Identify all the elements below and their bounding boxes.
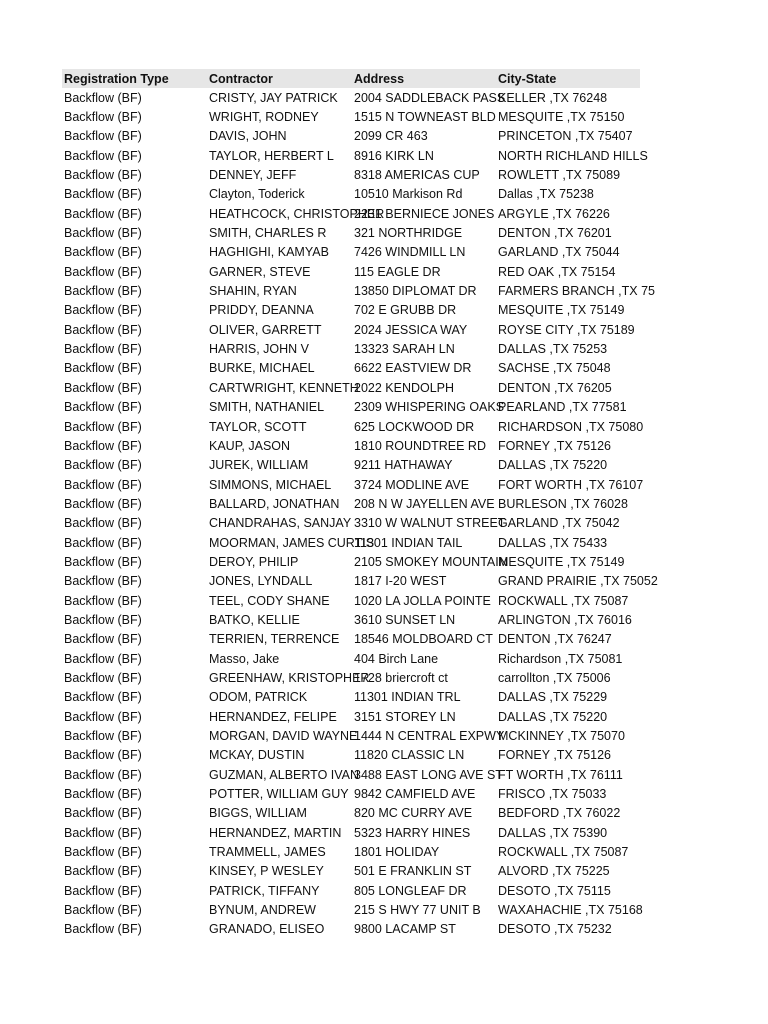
registration-type-cell: Backflow (BF) bbox=[64, 419, 142, 434]
contractor-cell: BIGGS, WILLIAM bbox=[209, 806, 307, 821]
registration-type-cell: Backflow (BF) bbox=[64, 651, 142, 666]
contractor-cell: DENNEY, JEFF bbox=[209, 168, 297, 183]
contractor-cell: BATKO, KELLIE bbox=[209, 612, 300, 627]
registration-type-cell: Backflow (BF) bbox=[64, 612, 142, 627]
address-cell: 702 E GRUBB DR bbox=[354, 303, 457, 318]
table-row bbox=[62, 107, 640, 126]
address-cell: 2231 BERNIECE JONES bbox=[354, 206, 495, 221]
registration-type-cell: Backflow (BF) bbox=[64, 90, 142, 105]
contractor-cell: SHAHIN, RYAN bbox=[209, 284, 297, 299]
address-cell: 625 LOCKWOOD DR bbox=[354, 419, 475, 434]
table-row bbox=[62, 649, 640, 668]
table-row bbox=[62, 494, 640, 513]
address-cell: 215 S HWY 77 UNIT B bbox=[354, 903, 481, 918]
address-cell: 9211 HATHAWAY bbox=[354, 458, 453, 473]
city-state-cell: FORT WORTH ,TX 76107 bbox=[498, 477, 644, 492]
contractor-cell: PATRICK, TIFFANY bbox=[209, 883, 320, 898]
registration-type-cell: Backflow (BF) bbox=[64, 226, 142, 241]
table-row bbox=[62, 784, 640, 803]
contractor-cell: CHANDRAHAS, SANJAY bbox=[209, 516, 352, 531]
contractor-cell: BURKE, MICHAEL bbox=[209, 361, 315, 376]
city-state-cell: DENTON ,TX 76201 bbox=[498, 226, 612, 241]
city-state-cell: GARLAND ,TX 75042 bbox=[498, 516, 620, 531]
address-cell: 2022 KENDOLPH bbox=[354, 380, 455, 395]
city-state-cell: FORNEY ,TX 75126 bbox=[498, 438, 612, 453]
address-cell: 1810 ROUNDTREE RD bbox=[354, 438, 486, 453]
table-row bbox=[62, 339, 640, 358]
city-state-cell: DENTON ,TX 76247 bbox=[498, 632, 612, 647]
table-row bbox=[62, 223, 640, 242]
registration-type-cell: Backflow (BF) bbox=[64, 361, 142, 376]
table-row bbox=[62, 746, 640, 765]
registration-type-cell: Backflow (BF) bbox=[64, 922, 142, 937]
address-cell: 9842 CAMFIELD AVE bbox=[354, 787, 476, 802]
address-cell: 18546 MOLDBOARD CT bbox=[354, 632, 493, 647]
registration-type-cell: Backflow (BF) bbox=[64, 535, 142, 550]
city-state-cell: ALVORD ,TX 75225 bbox=[498, 864, 610, 879]
contractor-cell: MOORMAN, JAMES CURTIS bbox=[209, 535, 375, 550]
city-state-cell: DALLAS ,TX 75220 bbox=[498, 709, 608, 724]
header-row bbox=[62, 69, 640, 88]
registration-type-cell: Backflow (BF) bbox=[64, 148, 142, 163]
registration-type-cell: Backflow (BF) bbox=[64, 729, 142, 744]
registration-type-cell: Backflow (BF) bbox=[64, 767, 142, 782]
contractor-cell: GRANADO, ELISEO bbox=[209, 922, 325, 937]
address-cell: 1515 N TOWNEAST BLD bbox=[354, 110, 496, 125]
table-row bbox=[62, 204, 640, 223]
registration-type-cell: Backflow (BF) bbox=[64, 264, 142, 279]
table-row bbox=[62, 185, 640, 204]
city-state-cell: MESQUITE ,TX 75149 bbox=[498, 303, 625, 318]
contractor-cell: KINSEY, P WESLEY bbox=[209, 864, 324, 879]
address-cell: 501 E FRANKLIN ST bbox=[354, 864, 472, 879]
contractor-cell: MCKAY, DUSTIN bbox=[209, 748, 305, 763]
table-row bbox=[62, 88, 640, 107]
table-row bbox=[62, 146, 640, 165]
address-cell: 2024 JESSICA WAY bbox=[354, 322, 468, 337]
city-state-cell: ARLINGTON ,TX 76016 bbox=[498, 612, 632, 627]
contractor-cell: HARRIS, JOHN V bbox=[209, 342, 310, 357]
city-state-cell: RICHARDSON ,TX 75080 bbox=[498, 419, 644, 434]
registration-type-cell: Backflow (BF) bbox=[64, 322, 142, 337]
contractor-cell: CRISTY, JAY PATRICK bbox=[209, 90, 338, 105]
contractor-cell: TAYLOR, SCOTT bbox=[209, 419, 307, 434]
contractor-cell: GREENHAW, KRISTOPHER bbox=[209, 670, 370, 685]
registration-type-cell: Backflow (BF) bbox=[64, 168, 142, 183]
address-cell: 6622 EASTVIEW DR bbox=[354, 361, 472, 376]
city-state-cell: DALLAS ,TX 75433 bbox=[498, 535, 608, 550]
city-state-cell: KELLER ,TX 76248 bbox=[498, 90, 608, 105]
address-cell: 11301 INDIAN TAIL bbox=[354, 535, 463, 550]
table-row bbox=[62, 765, 640, 784]
contractor-cell: HERNANDEZ, MARTIN bbox=[209, 825, 342, 840]
registration-type-cell: Backflow (BF) bbox=[64, 477, 142, 492]
registration-type-cell: Backflow (BF) bbox=[64, 438, 142, 453]
address-cell: 1801 HOLIDAY bbox=[354, 845, 440, 860]
contractor-cell: GARNER, STEVE bbox=[209, 264, 311, 279]
table-row bbox=[62, 436, 640, 455]
table-row bbox=[62, 630, 640, 649]
city-state-cell: DALLAS ,TX 75229 bbox=[498, 690, 608, 705]
header-address: Address bbox=[354, 71, 405, 86]
address-cell: 404 Birch Lane bbox=[354, 651, 439, 666]
city-state-cell: carrollton ,TX 75006 bbox=[498, 670, 611, 685]
table-row bbox=[62, 900, 640, 919]
address-cell: 321 NORTHRIDGE bbox=[354, 226, 463, 241]
city-state-cell: ARGYLE ,TX 76226 bbox=[498, 206, 610, 221]
contractor-cell: KAUP, JASON bbox=[209, 438, 291, 453]
city-state-cell: FRISCO ,TX 75033 bbox=[498, 787, 607, 802]
table-row bbox=[62, 552, 640, 571]
table-row bbox=[62, 359, 640, 378]
contractor-cell: Masso, Jake bbox=[209, 651, 280, 666]
contractor-cell: WRIGHT, RODNEY bbox=[209, 110, 319, 125]
table-body bbox=[62, 88, 658, 939]
address-cell: 3724 MODLINE AVE bbox=[354, 477, 470, 492]
table-row bbox=[62, 378, 640, 397]
city-state-cell: PRINCETON ,TX 75407 bbox=[498, 129, 633, 144]
header-city-state: City-State bbox=[498, 71, 557, 86]
table-row bbox=[62, 804, 640, 823]
address-cell: 11301 INDIAN TRL bbox=[354, 690, 461, 705]
address-cell: 2099 CR 463 bbox=[354, 129, 428, 144]
registration-type-cell: Backflow (BF) bbox=[64, 825, 142, 840]
table-row bbox=[62, 320, 640, 339]
city-state-cell: Richardson ,TX 75081 bbox=[498, 651, 623, 666]
address-cell: 7426 WINDMILL LN bbox=[354, 245, 466, 260]
registration-type-cell: Backflow (BF) bbox=[64, 864, 142, 879]
table-row bbox=[62, 591, 640, 610]
city-state-cell: BURLESON ,TX 76028 bbox=[498, 496, 628, 511]
address-cell: 8318 AMERICAS CUP bbox=[354, 168, 480, 183]
city-state-cell: DESOTO ,TX 75232 bbox=[498, 922, 612, 937]
address-cell: 2309 WHISPERING OAKS bbox=[354, 400, 505, 415]
table-row bbox=[62, 127, 640, 146]
contractor-cell: JONES, LYNDALL bbox=[209, 574, 313, 589]
table-header bbox=[62, 69, 640, 88]
header-contractor: Contractor bbox=[209, 71, 273, 86]
table-row bbox=[62, 165, 640, 184]
registration-type-cell: Backflow (BF) bbox=[64, 690, 142, 705]
registration-type-cell: Backflow (BF) bbox=[64, 400, 142, 415]
contractor-cell: BYNUM, ANDREW bbox=[209, 903, 316, 918]
registration-type-cell: Backflow (BF) bbox=[64, 787, 142, 802]
address-cell: 1444 N CENTRAL EXPWY bbox=[354, 729, 505, 744]
header-registration-type: Registration Type bbox=[64, 71, 169, 86]
city-state-cell: FARMERS BRANCH ,TX 75 bbox=[498, 284, 655, 299]
address-cell: 115 EAGLE DR bbox=[354, 264, 441, 279]
city-state-cell: Dallas ,TX 75238 bbox=[498, 187, 594, 202]
contractor-cell: JUREK, WILLIAM bbox=[209, 458, 309, 473]
city-state-cell: FORNEY ,TX 75126 bbox=[498, 748, 612, 763]
registration-type-cell: Backflow (BF) bbox=[64, 458, 142, 473]
contractor-cell: TERRIEN, TERRENCE bbox=[209, 632, 340, 647]
address-cell: 3151 STOREY LN bbox=[354, 709, 456, 724]
table-row bbox=[62, 610, 640, 629]
contractor-cell: Clayton, Toderick bbox=[209, 187, 305, 202]
address-cell: 3610 SUNSET LN bbox=[354, 612, 456, 627]
address-cell: 1728 briercroft ct bbox=[354, 670, 448, 685]
city-state-cell: DENTON ,TX 76205 bbox=[498, 380, 612, 395]
registration-type-cell: Backflow (BF) bbox=[64, 903, 142, 918]
table-row bbox=[62, 726, 640, 745]
table-row bbox=[62, 281, 640, 300]
table-row bbox=[62, 842, 640, 861]
registration-type-cell: Backflow (BF) bbox=[64, 632, 142, 647]
contractor-cell: POTTER, WILLIAM GUY bbox=[209, 787, 349, 802]
contractor-cell: HAGHIGHI, KAMYAB bbox=[209, 245, 329, 260]
registration-type-cell: Backflow (BF) bbox=[64, 709, 142, 724]
city-state-cell: ROYSE CITY ,TX 75189 bbox=[498, 322, 635, 337]
address-cell: 208 N W JAYELLEN AVE bbox=[354, 496, 495, 511]
contractor-cell: DEROY, PHILIP bbox=[209, 554, 299, 569]
contractor-cell: HERNANDEZ, FELIPE bbox=[209, 709, 337, 724]
contractor-cell: SMITH, CHARLES R bbox=[209, 226, 327, 241]
city-state-cell: PEARLAND ,TX 77581 bbox=[498, 400, 627, 415]
contractor-cell: OLIVER, GARRETT bbox=[209, 322, 322, 337]
table-row bbox=[62, 572, 640, 591]
address-cell: 3488 EAST LONG AVE ST bbox=[354, 767, 503, 782]
table-row bbox=[62, 262, 640, 281]
city-state-cell: NORTH RICHLAND HILLS bbox=[498, 148, 648, 163]
address-cell: 5323 HARRY HINES bbox=[354, 825, 471, 840]
registration-type-cell: Backflow (BF) bbox=[64, 496, 142, 511]
table-row bbox=[62, 475, 640, 494]
address-cell: 10510 Markison Rd bbox=[354, 187, 463, 202]
address-cell: 3310 W WALNUT STREET bbox=[354, 516, 506, 531]
address-cell: 2105 SMOKEY MOUNTAIN bbox=[354, 554, 508, 569]
registration-type-cell: Backflow (BF) bbox=[64, 342, 142, 357]
registration-type-cell: Backflow (BF) bbox=[64, 806, 142, 821]
address-cell: 11820 CLASSIC LN bbox=[354, 748, 465, 763]
table-row bbox=[62, 881, 640, 900]
city-state-cell: RED OAK ,TX 75154 bbox=[498, 264, 616, 279]
address-cell: 820 MC CURRY AVE bbox=[354, 806, 473, 821]
table-row bbox=[62, 862, 640, 881]
address-cell: 9800 LACAMP ST bbox=[354, 922, 456, 937]
contractor-cell: TEEL, CODY SHANE bbox=[209, 593, 330, 608]
table-row bbox=[62, 688, 640, 707]
city-state-cell: ROWLETT ,TX 75089 bbox=[498, 168, 621, 183]
registration-type-cell: Backflow (BF) bbox=[64, 845, 142, 860]
registration-type-cell: Backflow (BF) bbox=[64, 284, 142, 299]
city-state-cell: GARLAND ,TX 75044 bbox=[498, 245, 620, 260]
contractor-cell: HEATHCOCK, CHRISTOPHER bbox=[209, 206, 385, 221]
address-cell: 805 LONGLEAF DR bbox=[354, 883, 467, 898]
city-state-cell: BEDFORD ,TX 76022 bbox=[498, 806, 621, 821]
city-state-cell: GRAND PRAIRIE ,TX 75052 bbox=[498, 574, 658, 589]
contractor-cell: SMITH, NATHANIEL bbox=[209, 400, 325, 415]
registration-type-cell: Backflow (BF) bbox=[64, 380, 142, 395]
contractor-cell: ODOM, PATRICK bbox=[209, 690, 308, 705]
table-row bbox=[62, 243, 640, 262]
contractor-cell: BALLARD, JONATHAN bbox=[209, 496, 340, 511]
registration-type-cell: Backflow (BF) bbox=[64, 748, 142, 763]
contractor-cell: TAYLOR, HERBERT L bbox=[209, 148, 334, 163]
registration-table-container bbox=[62, 69, 658, 939]
contractor-cell: TRAMMELL, JAMES bbox=[209, 845, 326, 860]
table-row bbox=[62, 920, 640, 939]
registration-type-cell: Backflow (BF) bbox=[64, 303, 142, 318]
registration-type-cell: Backflow (BF) bbox=[64, 245, 142, 260]
contractor-cell: MORGAN, DAVID WAYNE bbox=[209, 729, 358, 744]
city-state-cell: DALLAS ,TX 75220 bbox=[498, 458, 608, 473]
table-row bbox=[62, 823, 640, 842]
address-cell: 1020 LA JOLLA POINTE bbox=[354, 593, 491, 608]
table-row bbox=[62, 301, 640, 320]
address-cell: 8916 KIRK LN bbox=[354, 148, 434, 163]
registration-type-cell: Backflow (BF) bbox=[64, 554, 142, 569]
contractor-cell: GUZMAN, ALBERTO IVAN bbox=[209, 767, 360, 782]
city-state-cell: DALLAS ,TX 75253 bbox=[498, 342, 608, 357]
contractor-cell: CARTWRIGHT, KENNETH bbox=[209, 380, 359, 395]
registration-type-cell: Backflow (BF) bbox=[64, 883, 142, 898]
city-state-cell: DALLAS ,TX 75390 bbox=[498, 825, 608, 840]
table-row bbox=[62, 417, 640, 436]
registration-type-cell: Backflow (BF) bbox=[64, 110, 142, 125]
address-cell: 13323 SARAH LN bbox=[354, 342, 455, 357]
table-row bbox=[62, 456, 640, 475]
city-state-cell: ROCKWALL ,TX 75087 bbox=[498, 845, 629, 860]
city-state-cell: WAXAHACHIE ,TX 75168 bbox=[498, 903, 643, 918]
registration-type-cell: Backflow (BF) bbox=[64, 593, 142, 608]
table-row bbox=[62, 668, 640, 687]
city-state-cell: MESQUITE ,TX 75150 bbox=[498, 110, 625, 125]
table-row bbox=[62, 514, 640, 533]
registration-type-cell: Backflow (BF) bbox=[64, 670, 142, 685]
registration-type-cell: Backflow (BF) bbox=[64, 574, 142, 589]
table-row bbox=[62, 398, 640, 417]
city-state-cell: MCKINNEY ,TX 75070 bbox=[498, 729, 625, 744]
registration-type-cell: Backflow (BF) bbox=[64, 129, 142, 144]
registration-table bbox=[62, 69, 658, 939]
contractor-cell: SIMMONS, MICHAEL bbox=[209, 477, 332, 492]
contractor-cell: DAVIS, JOHN bbox=[209, 129, 287, 144]
city-state-cell: DESOTO ,TX 75115 bbox=[498, 883, 611, 898]
address-cell: 2004 SADDLEBACK PASS bbox=[354, 90, 506, 105]
registration-type-cell: Backflow (BF) bbox=[64, 516, 142, 531]
city-state-cell: ROCKWALL ,TX 75087 bbox=[498, 593, 629, 608]
city-state-cell: SACHSE ,TX 75048 bbox=[498, 361, 611, 376]
registration-type-cell: Backflow (BF) bbox=[64, 206, 142, 221]
city-state-cell: MESQUITE ,TX 75149 bbox=[498, 554, 625, 569]
address-cell: 13850 DIPLOMAT DR bbox=[354, 284, 477, 299]
table-row bbox=[62, 707, 640, 726]
city-state-cell: FT WORTH ,TX 76111 bbox=[498, 767, 623, 782]
table-row bbox=[62, 533, 640, 552]
registration-type-cell: Backflow (BF) bbox=[64, 187, 142, 202]
address-cell: 1817 I-20 WEST bbox=[354, 574, 447, 589]
contractor-cell: PRIDDY, DEANNA bbox=[209, 303, 314, 318]
